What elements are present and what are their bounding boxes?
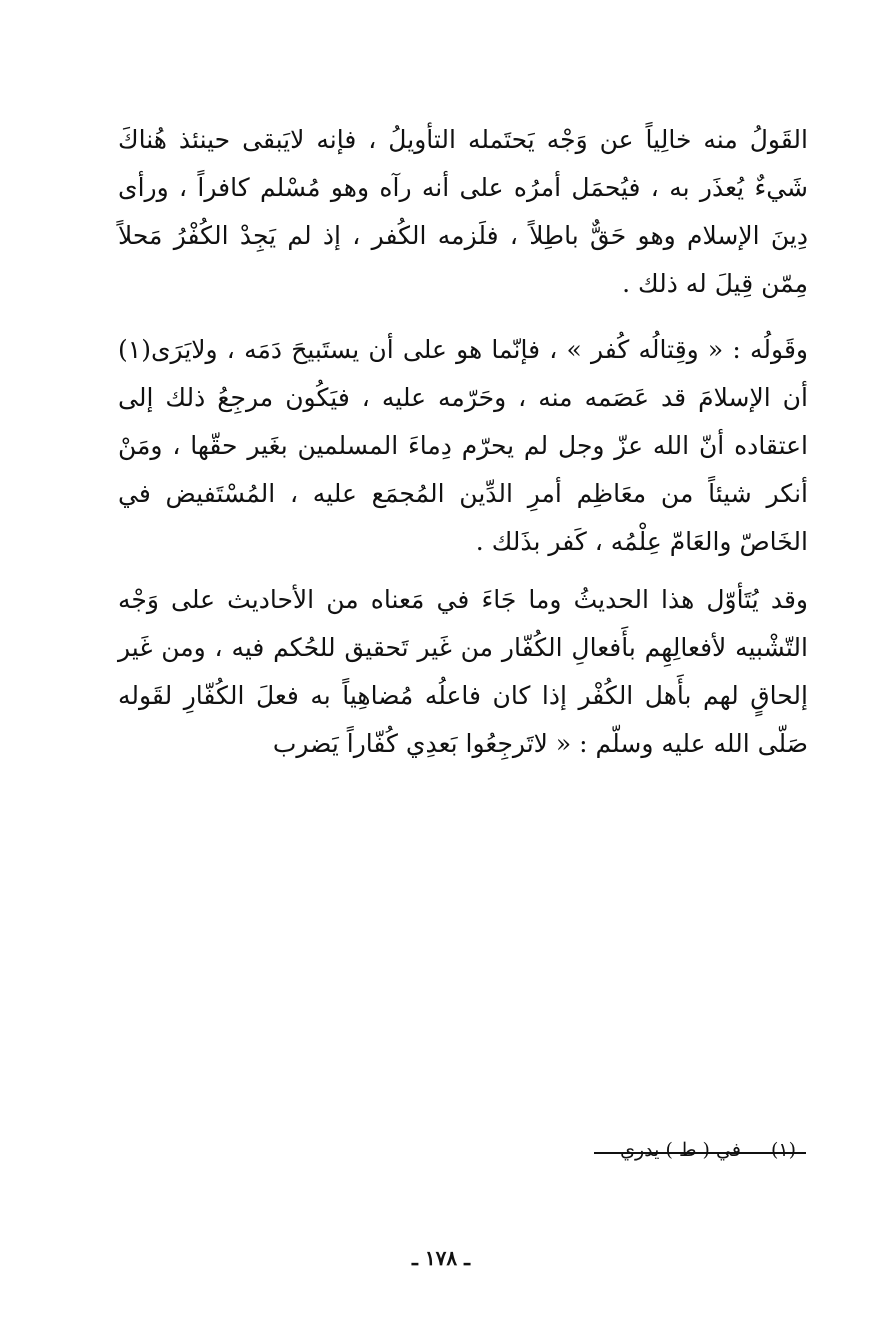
paragraph-1: القَولُ منه خالِياً عن وَجْه يَحتَمله التأويلُ ، فإنه لايَبقى حينئذ هُناكَ شَيءٌ يُعذَر به ، فيُحمَل أمرُه على أنه رآه وهو مُسْلم كافراً ، ورأى دِينَ الإسلام وهو حَقٌّ باطِلاً ، فلَزمه الكُفر ، إذ لم يَجِدْ الكُفْرُ مَحلاً مِمّن قِيلَ له ذلك . bbox=[118, 125, 808, 298]
paragraph-3: وقد يُتَأوّل هذا الحديثُ وما جَاءَ في مَعناه من الأحاديث على وَجْه التّشْبيه لأفعالِهِم بأَفعالِ الكُفّار من غَير تَحقيق للحُكم فيه ، ومن غَير إلحاقٍ لهم بأَهل الكُفْر إذا كان فاعلُه مُضاهِياً به فعلَ الكُفّارِ لقَوله صَلّى الله عليه وسلّم : « لاتَرجِعُوا بَعدِي كُفّاراً يَضرب bbox=[118, 585, 808, 758]
footnote bbox=[566, 1135, 796, 1165]
page-number: ـ ١٧٨ ـ bbox=[412, 1246, 470, 1270]
footnote-marker: (١) bbox=[770, 1139, 796, 1161]
footnote-text: في ( ط ) يدري bbox=[620, 1139, 741, 1161]
paragraph-2: وقَولُه : « وقِتالُه كُفر » ، فإنّما هو على أن يستَبيحَ دَمَه ، ولايَرَى(١) أن الإسلامَ قد عَصَمه منه ، وحَرّمه عليه ، فيَكُون مرجِعُ ذلك إلى اعتقاده أنّ الله عزّ وجل لم يحرّم دِماءَ المسلمين بغَير حقّها ، ومَنْ أنكر شيئاً من معَاظِم أمرِ الدِّين المُجمَع عليه ، المُسْتَفيض في الخَاصّ والعَامّ عِلْمُه ، كَفر بذَلك . bbox=[118, 335, 808, 556]
